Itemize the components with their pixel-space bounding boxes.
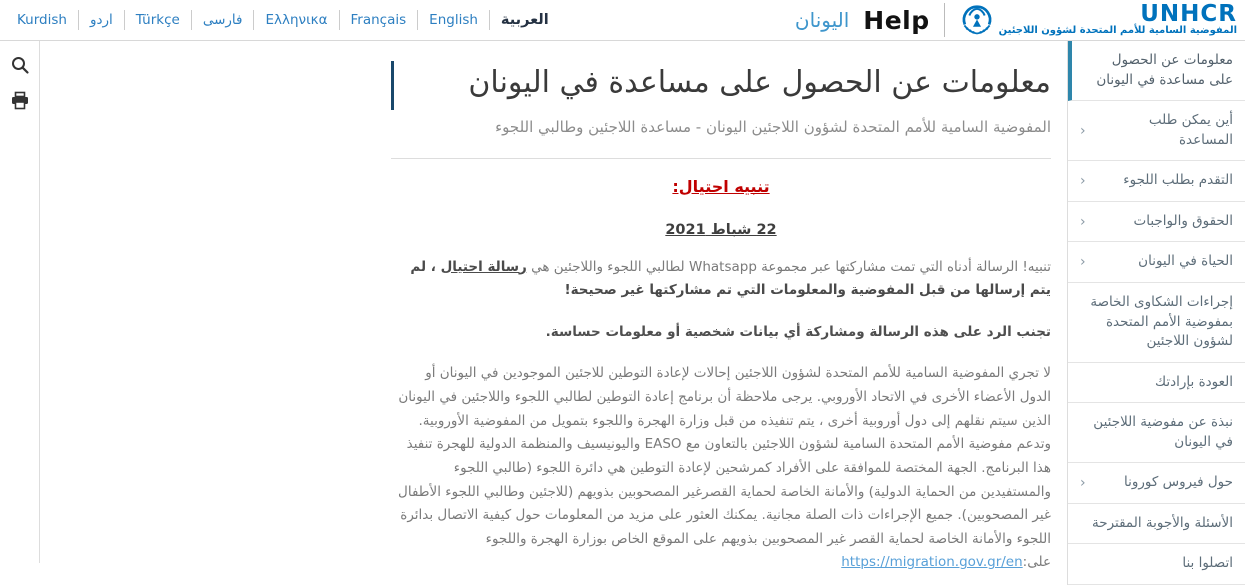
page-title: معلومات عن الحصول على مساعدة في اليونان — [468, 65, 1051, 100]
sidebar-item-label: اتصلوا بنا — [1182, 555, 1233, 572]
paragraph-advice: تجنب الرد على هذه الرسالة ومشاركة أي بيانات شخصية أو معلومات حساسة. — [545, 323, 1051, 340]
sidebar-item-label: نبذة عن مفوضية اللاجئين في اليونان — [1093, 414, 1233, 450]
language-option-2[interactable]: Türkçe — [125, 10, 192, 30]
language-option-6[interactable]: English — [418, 10, 490, 30]
sidebar-item-5[interactable] — [1068, 283, 1245, 363]
paragraph-warning: تنبيه! الرسالة أدناه التي تمت مشاركتها عبر مجموعة Whatsapp لطالبي اللجوء واللاجئين هي رسالة احتيال ، لم يتم إرسالها من قبل المفوضية والمعلومات التي تم مشاركتها غير صحيحة! — [410, 258, 1051, 299]
sidebar-item-label: حول فيروس كورونا — [1124, 474, 1233, 491]
sidebar-item-label: العودة بإرادتك — [1154, 373, 1233, 390]
sidebar-item-10[interactable] — [1068, 544, 1245, 585]
sidebar — [1067, 41, 1245, 572]
chevron-left-icon: ‹ — [1080, 254, 1086, 271]
sidebar-item-7[interactable] — [1068, 403, 1245, 463]
title-block — [391, 61, 1051, 110]
search-icon[interactable] — [10, 55, 30, 75]
sidebar-item-label: إجراءات الشكاوى الخاصة بمفوضية الأمم المتحدة لشؤون اللاجئين — [1090, 293, 1233, 350]
language-option-1[interactable]: اردو — [79, 10, 125, 30]
content-area — [40, 41, 1067, 571]
language-option-3[interactable]: فارسی — [192, 10, 255, 30]
unhcr-emblem-icon — [959, 2, 995, 38]
sidebar-item-label: أين يمكن طلب المساعدة — [1148, 112, 1233, 148]
sidebar-item-label: التقدم بطلب اللجوء — [1123, 172, 1233, 189]
unhcr-logo-tagline: المفوضية السامية للأمم المتحدة لشؤون اللاجئين — [998, 25, 1237, 36]
help-logo-text[interactable]: Help — [863, 5, 930, 35]
sidebar-item-1[interactable] — [1068, 101, 1245, 161]
unhcr-logo[interactable] — [959, 2, 1237, 38]
print-icon[interactable] — [10, 91, 30, 111]
sidebar-item-0[interactable] — [1068, 41, 1245, 101]
chevron-left-icon: ‹ — [1080, 475, 1086, 492]
brand-divider — [944, 3, 945, 37]
sidebar-item-3[interactable] — [1068, 202, 1245, 243]
language-option-7[interactable]: العربية — [500, 12, 549, 28]
divider — [391, 158, 1051, 159]
sidebar-item-label: الحقوق والواجبات — [1133, 212, 1233, 229]
sidebar-item-8[interactable] — [1068, 463, 1245, 504]
brand-area — [795, 2, 1237, 38]
site-country-link[interactable]: اليونان — [794, 8, 850, 32]
chevron-left-icon: ‹ — [1080, 213, 1086, 230]
chevron-left-icon: ‹ — [1080, 122, 1086, 139]
left-tool-rail — [0, 41, 40, 563]
sidebar-item-6[interactable] — [1068, 363, 1245, 404]
sidebar-item-label: معلومات عن الحصول على مساعدة في اليونان — [1096, 52, 1233, 88]
main-layout — [0, 41, 1245, 572]
paragraph-details: لا تجري المفوضية السامية للأمم المتحدة لشؤون اللاجئين إحالات لإعادة التوطين للاجئين الموجودين في اليونان أو الدول الأعضاء الأخرى في الاتحاد الأوروبي. يرجى ملاحظة أن برنامج إعادة التوطين لطالبي اللجوء واللاجئين في اليونان الذين سيتم نقلهم إلى دول أوروبية أخرى ، يتم تنفيذه من قبل وزارة الهجرة واللجوء بتمويل من المفوضية الأوروبية. وتدعم مفوضية الأمم المتحدة السامية لشؤون اللاجئين بالتعاون مع EASO واليونيسيف والمنظمة الدولية للهجرة تنفيذ هذا البرنامج. الجهة المختصة للموافقة على الأفراد كمرشحين لإعادة التوطين هي دائرة اللجوء (طالبي اللجوء والمستفيدين من الحماية الدولية) والأمانة الخاصة لحماية القصرغير المصحوبين بذويهم (للاجئين وطالبي اللجوء الأطفال غير المصحوبين). جميع الإجراءات ذات الصلة مجانية. يمكنك العثور على مزيد من المعلومات حول كيفية الاتصال بدائرة اللجوء والأمانة الخاصة لحماية القصر غير المصحوبين بذويهم على الموقع الخاص بوزارة الهجرة واللجوء على:https://migration.gov.gr/en — [398, 365, 1051, 571]
language-switcher — [6, 0, 560, 40]
unhcr-logo-text: UNHCR — [1140, 1, 1237, 27]
sidebar-item-label: الأسئلة والأجوبة المقترحة — [1091, 514, 1233, 531]
chevron-left-icon: ‹ — [1080, 173, 1086, 190]
sidebar-item-label: الحياة في اليونان — [1138, 253, 1233, 270]
sidebar-item-9[interactable] — [1068, 504, 1245, 545]
article-date: 22 شباط 2021 — [665, 221, 777, 238]
top-header-bar — [0, 0, 1245, 41]
external-link[interactable]: https://migration.gov.gr/en — [841, 554, 1023, 571]
article-subtitle: المفوضية السامية للأمم المتحدة لشؤون اللاجئين اليونان - مساعدة اللاجئين وطالبي اللجوء — [495, 117, 1051, 136]
sidebar-item-4[interactable] — [1068, 242, 1245, 283]
article — [391, 61, 1051, 575]
sidebar-menu — [1067, 41, 1245, 585]
language-option-4[interactable]: Ελληνικα — [254, 10, 339, 30]
language-option-0[interactable]: Kurdish — [6, 10, 79, 30]
fraud-alert-heading: تنبيه احتيال: — [672, 176, 770, 196]
sidebar-item-2[interactable] — [1068, 161, 1245, 202]
language-option-5[interactable]: Français — [340, 10, 419, 30]
